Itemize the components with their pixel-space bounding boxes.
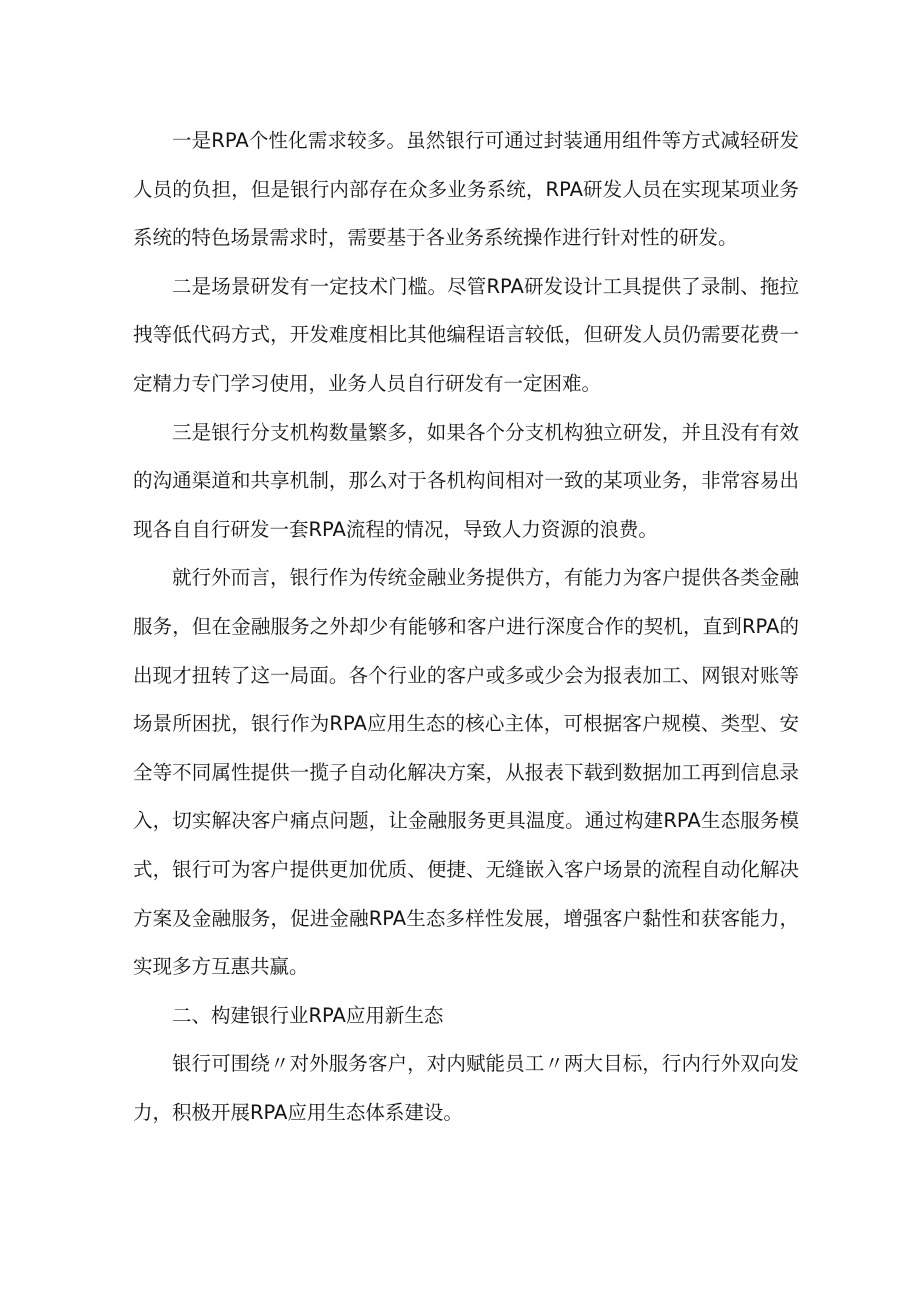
paragraph-4: 就行外而言，银行作为传统金融业务提供方，有能力为客户提供各类金融服务，但在金融服务之外却少有能够和客户进行深度合作的契机，直到RPA的出现才扭转了这一局面。各个行业的客户或多或少会为报表加工、网银对账等场景所困扰，银行作为RPA应用生态的核心主体，可根据客户规模、类型、安全等不同属性提供一揽子自动化解决方案，从报表下载到数据加工再到信息录入，切实解决客户痛点问题，让金融服务更具温度。通过构建RPA生态服务模式，银行可为客户提供更加优质、便捷、无缝嵌入客户场景的流程自动化解决方案及金融服务，促进金融RPA生态多样性发展，增强客户黏性和获客能力，实现多方互惠共赢。: [133, 566, 799, 979]
paragraph-1: 一是RPA个性化需求较多。虽然银行可通过封装通用组件等方式减轻研发人员的负担，但是银行内部存在众多业务系统，RPA研发人员在实现某项业务系统的特色场景需求时，需要基于各业务系统操作进行针对性的研发。: [133, 129, 799, 250]
document-body: [133, 117, 799, 1137]
section-heading: 二、构建银行业RPA应用新生态: [172, 1003, 444, 1027]
paragraph-2: 二是场景研发有一定技术门槛。尽管RPA研发设计工具提供了录制、拖拉拽等低代码方式，开发难度相比其他编程语言较低，但研发人员仍需要花费一定精力专门学习使用，业务人员自行研发有一定困难。: [133, 274, 799, 395]
paragraph-closing: 银行可围绕〃对外服务客户，对内赋能员工〃两大目标，行内行外双向发力，积极开展RPA应用生态体系建设。: [133, 1052, 799, 1124]
paragraph-3: 三是银行分支机构数量繁多，如果各个分支机构独立研发，并且没有有效的沟通渠道和共享机制，那么对于各机构间相对一致的某项业务，非常容易出现各自自行研发一套RPA流程的情况，导致人力资源的浪费。: [133, 420, 799, 541]
